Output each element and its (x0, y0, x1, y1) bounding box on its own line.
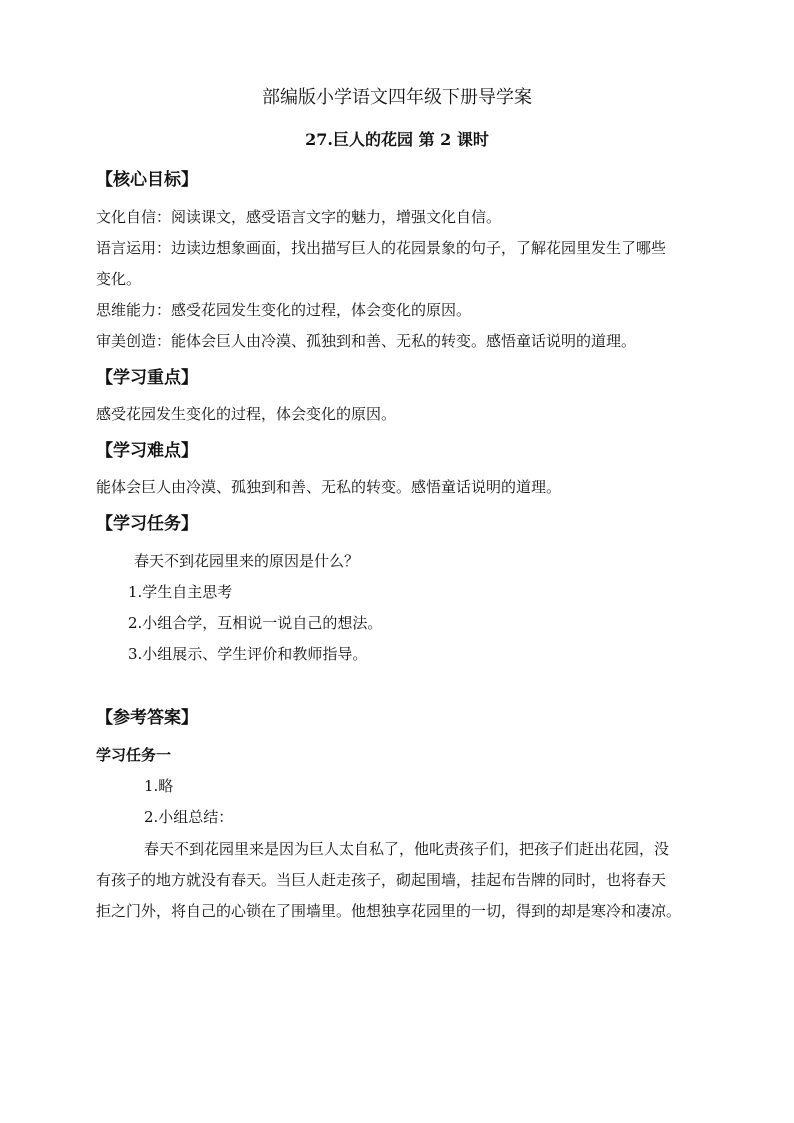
section-heading-core-goals: 【核心目标】 (96, 170, 198, 190)
core-goal-culture: 文化自信：阅读课文，感受语言文字的魅力，增强文化自信。 (96, 208, 502, 226)
answer-paragraph-line-3: 拒之门外，将自己的心锁在了围墙里。他想独享花园里的一切，得到的却是寒冷和凄凉。 (96, 902, 682, 920)
lesson-subtitle: 27.巨人的花园 第 2 课时 (305, 130, 489, 149)
core-goal-thinking: 思维能力：感受花园发生变化的过程，体会变化的原因。 (96, 301, 472, 319)
core-goal-aesthetics: 审美创造：能体会巨人由冷漠、孤独到和善、无私的转变。感悟童话说明的道理。 (96, 332, 637, 350)
answer-task-title: 学习任务一 (96, 746, 172, 764)
core-goal-language: 语言运用：边读边想象画面，找出描写巨人的花园景象的句子，了解花园里发生了哪些 (96, 239, 667, 257)
answer-item-1: 1.略 (144, 777, 174, 795)
task-question: 春天不到花园里来的原因是什么？ (134, 552, 360, 570)
task-step-3: 3.小组展示、学生评价和教师指导。 (128, 645, 368, 663)
core-goal-language-continued: 变化。 (96, 270, 142, 288)
answer-item-2: 2.小组总结： (144, 808, 234, 826)
difficulties-text: 能体会巨人由冷漠、孤独到和善、无私的转变。感悟童话说明的道理。 (96, 478, 562, 496)
answer-paragraph-line-1: 春天不到花园里来是因为巨人太自私了，他叱责孩子们，把孩子们赶出花园，没 (144, 840, 670, 858)
section-heading-difficulties: 【学习难点】 (96, 441, 198, 461)
task-step-2: 2.小组合学，互相说一说自己的想法。 (128, 614, 383, 632)
key-points-text: 感受花园发生变化的过程，体会变化的原因。 (96, 405, 397, 423)
answer-paragraph-line-2: 有孩子的地方就没有春天。当巨人赶走孩子，砌起围墙，挂起布告牌的同时，也将春天 (96, 871, 667, 889)
task-step-1: 1.学生自主思考 (128, 583, 233, 601)
page-title: 部编版小学语文四年级下册导学案 (262, 87, 532, 108)
section-heading-answers: 【参考答案】 (96, 708, 198, 728)
section-heading-tasks: 【学习任务】 (96, 514, 198, 534)
section-heading-key-points: 【学习重点】 (96, 368, 198, 388)
